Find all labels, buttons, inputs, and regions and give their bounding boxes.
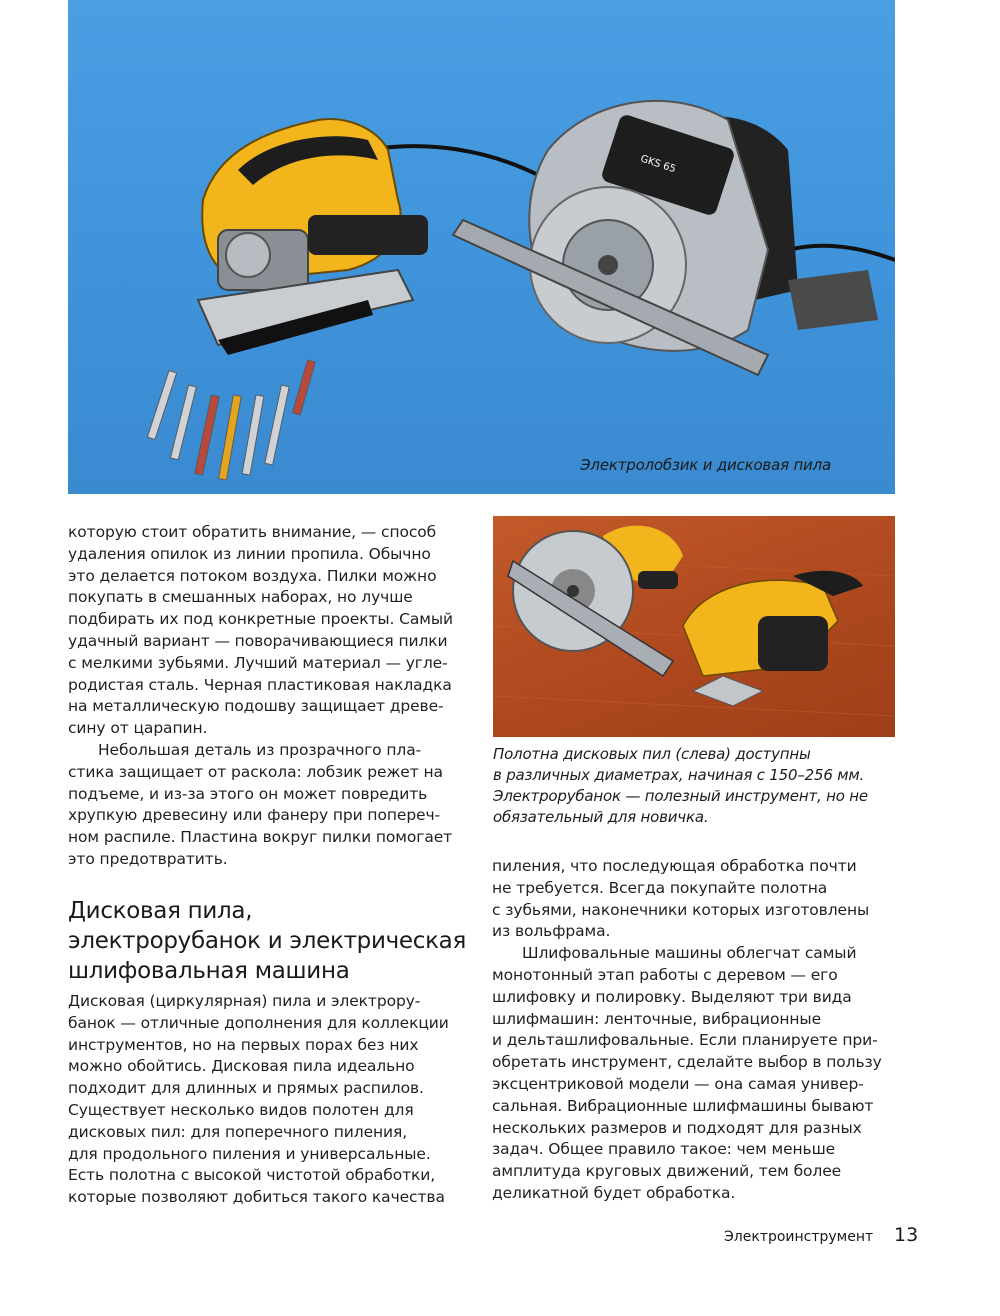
text-line: для продольного пиления и универсальные. bbox=[68, 1144, 431, 1163]
text-line: подбирать их под конкретные проекты. Самый bbox=[68, 610, 454, 629]
text-line: обретать инструмент, сделайте выбор в пользу bbox=[492, 1053, 882, 1072]
text-line: которые позволяют добиться такого качества bbox=[68, 1188, 445, 1207]
circular-saw bbox=[453, 101, 878, 375]
text-line: это предотвратить. bbox=[68, 849, 228, 868]
text-line: стика защищает от раскола: лобзик режет на bbox=[68, 762, 443, 781]
top-photo bbox=[68, 0, 895, 494]
text-line: эксцентриковой модели — она самая универ- bbox=[492, 1074, 864, 1093]
text-line: амплитуда круговых движений, тем более bbox=[492, 1162, 842, 1181]
left-column-top-text bbox=[68, 522, 468, 871]
text-line: дисковых пил: для поперечного пиления, bbox=[68, 1122, 408, 1141]
text-line: шлифмашин: ленточные, вибрационные bbox=[492, 1009, 822, 1028]
caption-line: Электрорубанок — полезный инструмент, но не bbox=[493, 787, 868, 805]
jigsaw bbox=[198, 119, 428, 355]
left-column-bottom-text bbox=[68, 991, 468, 1209]
text-line: подходит для длинных и прямых распилов. bbox=[68, 1079, 424, 1098]
text-line: покупать в смешанных наборах, но лучше bbox=[68, 588, 413, 607]
side-photo bbox=[493, 516, 895, 737]
text-line: шлифовку и полировку. Выделяют три вида bbox=[492, 987, 852, 1006]
page-number: 13 bbox=[894, 1224, 919, 1246]
text-line: подъеме, и из-за этого он может повредить bbox=[68, 784, 428, 803]
section-heading bbox=[68, 896, 488, 986]
jigsaw-and-circular-saw-illustration bbox=[68, 0, 895, 494]
top-photo-caption: Электролобзик и дисковая пила bbox=[580, 456, 831, 474]
text-line: банок — отличные дополнения для коллекции bbox=[68, 1013, 449, 1032]
text-line: из вольфрама. bbox=[492, 922, 611, 941]
heading-line: Дисковая пила, bbox=[68, 898, 253, 924]
text-line: Шлифовальные машины облегчат самый bbox=[522, 944, 857, 963]
text-line: не требуется. Всегда покупайте полотна bbox=[492, 878, 828, 897]
circular-saw-blades-and-planer-illustration bbox=[493, 516, 895, 737]
caption-line: Полотна дисковых пил (слева) доступны bbox=[493, 745, 811, 763]
electric-planer bbox=[683, 571, 863, 706]
text-line: монотонный этап работы с деревом — его bbox=[492, 965, 838, 984]
text-line: Существует несколько видов полотен для bbox=[68, 1100, 414, 1119]
text-line: инструментов, но на первых порах без них bbox=[68, 1035, 419, 1054]
text-line: нескольких размеров и подходят для разных bbox=[492, 1118, 862, 1137]
text-line: задач. Общее правило такое: чем меньше bbox=[492, 1140, 836, 1159]
text-line: ном распиле. Пластина вокруг пилки помогает bbox=[68, 828, 453, 847]
text-line: удаления опилок из линии пропила. Обычно bbox=[68, 544, 431, 563]
heading-line: электрорубанок и электрическая bbox=[68, 928, 467, 954]
caption-line: обязательный для новичка. bbox=[493, 808, 709, 826]
heading-line: шлифовальная машина bbox=[68, 958, 350, 984]
text-line: с зубьями, наконечники которых изготовлены bbox=[492, 900, 870, 919]
text-line: Дисковая (циркулярная) пила и электрору- bbox=[68, 992, 421, 1010]
text-line: деликатной будет обработка. bbox=[492, 1183, 736, 1202]
text-line: которую стоит обратить внимание, — способ bbox=[68, 523, 437, 541]
text-line: можно обойтись. Дисковая пила идеально bbox=[68, 1057, 415, 1076]
text-line: сину от царапин. bbox=[68, 719, 208, 738]
circular-saw-small bbox=[508, 526, 683, 676]
saw-model-label: GKS 65 bbox=[638, 153, 678, 176]
text-line: на металлическую подошву защищает древе- bbox=[68, 697, 444, 716]
text-line: и дельташлифовальные. Если планируете при- bbox=[492, 1031, 878, 1050]
text-line: удачный вариант — поворачивающиеся пилки bbox=[68, 631, 448, 650]
text-line: Небольшая деталь из прозрачного пла- bbox=[98, 740, 422, 759]
text-line: сальная. Вибрационные шлифмашины бывают bbox=[492, 1096, 874, 1115]
right-column-text bbox=[492, 856, 892, 1205]
jigsaw-blades bbox=[147, 360, 315, 480]
caption-line: в различных диаметрах, начиная с 150–256 мм. bbox=[493, 766, 865, 784]
text-line: родистая сталь. Черная пластиковая накладка bbox=[68, 675, 452, 694]
text-line: это делается потоком воздуха. Пилки можно bbox=[68, 566, 437, 585]
text-line: с мелкими зубьями. Лучший материал — угле- bbox=[68, 653, 448, 672]
text-line: Есть полотна с высокой чистотой обработки, bbox=[68, 1166, 436, 1185]
text-line: хрупкую древесину или фанеру при попереч- bbox=[68, 806, 441, 825]
footer-section-title: Электроинструмент bbox=[724, 1229, 874, 1245]
side-photo-caption bbox=[493, 744, 903, 828]
text-line: пиления, что последующая обработка почти bbox=[492, 857, 857, 875]
